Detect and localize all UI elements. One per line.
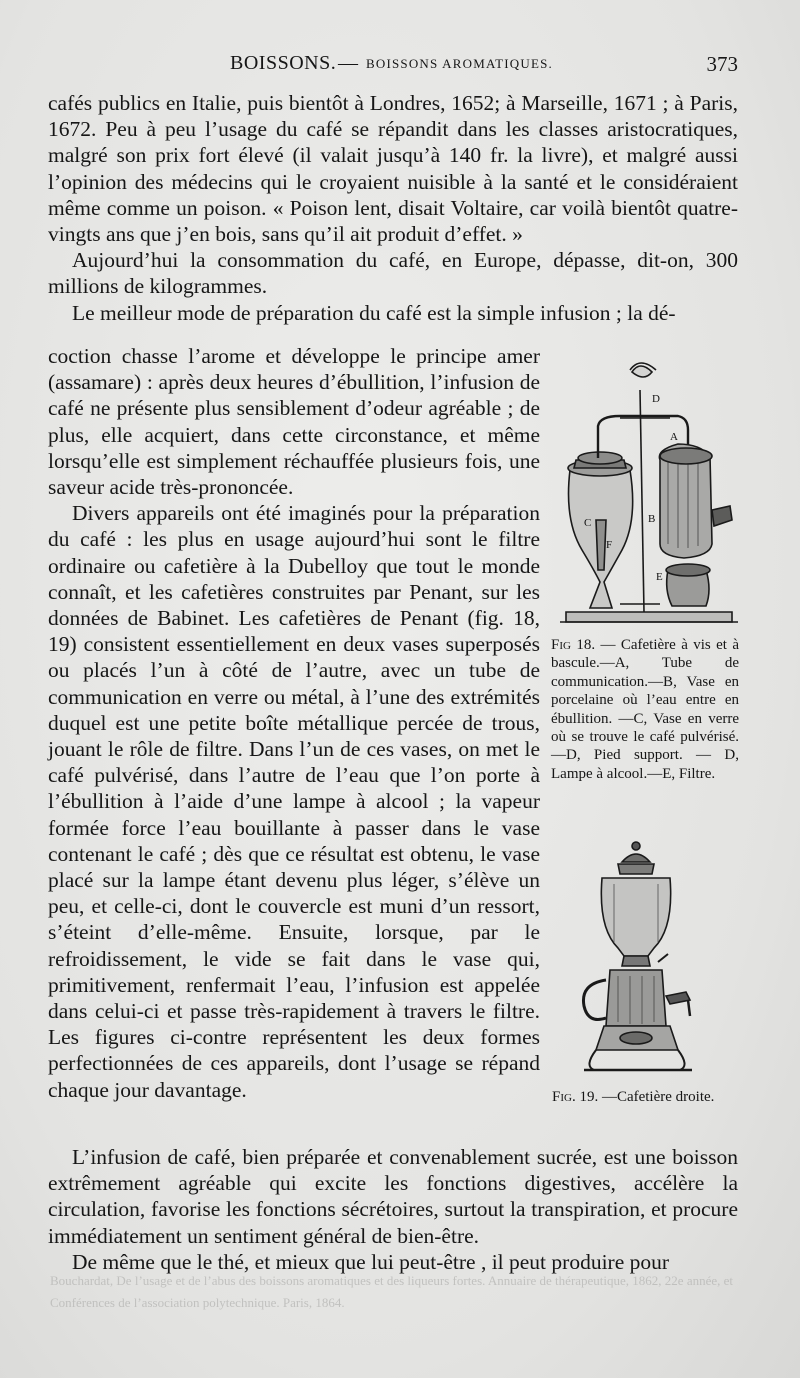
label-F: F xyxy=(606,539,613,551)
bleed-through-text: Bouchardat, De l’usage et de l’abus des boissons aromatiques et des liqueurs fortes. Annuaire de thérapeutique, 1862, 22e année, et Conférences de l’association polytechnique. Paris, 1864. xyxy=(50,1273,734,1310)
paragraph: Le meilleur mode de préparation du café est la simple infusion ; la dé- xyxy=(72,300,676,325)
figure-18-caption xyxy=(551,636,739,783)
figure-18-illustration xyxy=(560,360,740,628)
paragraph: L’infusion de café, bien préparée et convenablement sucrée, est une boisson extrêmement agréable qui excite les fonctions digestives, accélère la circulation, favorise les fonctions sécrétoires, surtout la transpiration, et procure immédiatement un sentiment général de bien-être. xyxy=(48,1145,738,1248)
label-D: D xyxy=(652,393,660,405)
text-column xyxy=(48,343,540,1103)
coffee-maker-upright-icon xyxy=(574,838,704,1078)
coffee-maker-balance-icon xyxy=(560,360,740,628)
figure-19-illustration xyxy=(574,838,704,1078)
text-block-bottom xyxy=(48,1144,738,1275)
paragraph: cafés publics en Italie, puis bientôt à Londres, 1652; à Marseille, 1671 ; à Paris, 1672. Peu à peu l’usage du café se répandit dans les classes aristocratiques, malgré son prix fort élevé (il valait jusqu’à 140 fr. la livre), et malgré aussi l’opinion des médecins qui le croyaient nuisible à la santé et le considéraient même comme un poison. « Poison lent, disait Voltaire, car voilà bientôt quatre-vingts ans que j’en bois, sans qu’il ait produit d’effet. » xyxy=(48,91,738,247)
label-A: A xyxy=(670,431,678,443)
figure-19-caption-text: —Cafetière droite. xyxy=(601,1089,715,1105)
paragraph: De même que le thé, et mieux que lui peut-être , il peut produire pour xyxy=(72,1249,670,1274)
paragraph: Aujourd’hui la consommation du café, en Europe, dépasse, dit-on, 300 millions de kilogrammes. xyxy=(48,248,738,299)
label-E: E xyxy=(656,571,663,583)
label-C: C xyxy=(584,517,592,529)
paragraph: coction chasse l’arome et développe le principe amer (assamare) : après deux heures d’ébullition, l’infusion de café ne présente plus sensiblement d’odeur agréable ; de plus, elle acquiert, dans cette circonstance, et même lorsqu’elle est simplement réchauffée plusieurs fois, une saveur acide très-prononcée. xyxy=(48,344,540,500)
header-subtitle: BOISSONS AROMATIQUES. xyxy=(366,56,554,71)
header-dash: — xyxy=(338,52,358,74)
figure-19-label: Fig. 19. xyxy=(552,1089,599,1105)
figure-19-caption xyxy=(552,1088,742,1106)
header-title: BOISSONS. xyxy=(230,52,337,74)
figure-18-caption-text: — Cafetière à vis et à bascule.—A, Tube de communication.—B, Vase en porcelaine où l’eau entre en ébullition. —C, Vase en verre où se trouve le café pulvérisé. —D, Pied support. — D, Lampe à alcool.—E, Filtre. xyxy=(551,637,740,782)
figure-18-label: Fig 18. xyxy=(551,637,596,653)
running-header xyxy=(48,52,738,86)
paragraph: Divers appareils ont été imaginés pour la préparation du café : les plus en usage aujourd’hui sont le filtre ordinaire ou cafetière à la Dubelloy que tout le monde connaît, et les cafetières construites par Penant, sur les données de Babinet. Les cafetières de Penant (fig. 18, 19) consistent essentiellement en deux vases superposés ou placés l’un à côté de l’autre, avec un tube de communication en verre ou métal, à l’une des extrémités duquel est une petite boîte métallique percée de trous, jouant le rôle de filtre. Dans l’un de ces vases, on met le café pulvérisé, dans l’autre de l’eau que l’on porte à l’ébullition à l’aide d’une lampe à alcool ; la vapeur formée force l’eau bouillante à passer dans le vase contenant le café ; dès que ce résultat est obtenu, le vase placé sur la lampe étant devenu plus léger, s’élève un peu, et celle-ci, dont le couvercle est muni d’un ressort, s’éteint d’elle-même. Ensuite, lorsque, par le refroidissement, le vide se fait dans le vase qui, primitivement, renfermait l’eau, l’infusion est appelée dans celui-ci et passe très-rapidement à travers le filtre. Les figures ci-contre représentent les deux formes perfectionnées de ces appareils, dont l’usage se répand chaque jour davantage. xyxy=(48,501,540,1102)
page-number: 373 xyxy=(706,52,738,76)
text-block-top xyxy=(48,90,738,326)
label-B: B xyxy=(648,513,656,525)
